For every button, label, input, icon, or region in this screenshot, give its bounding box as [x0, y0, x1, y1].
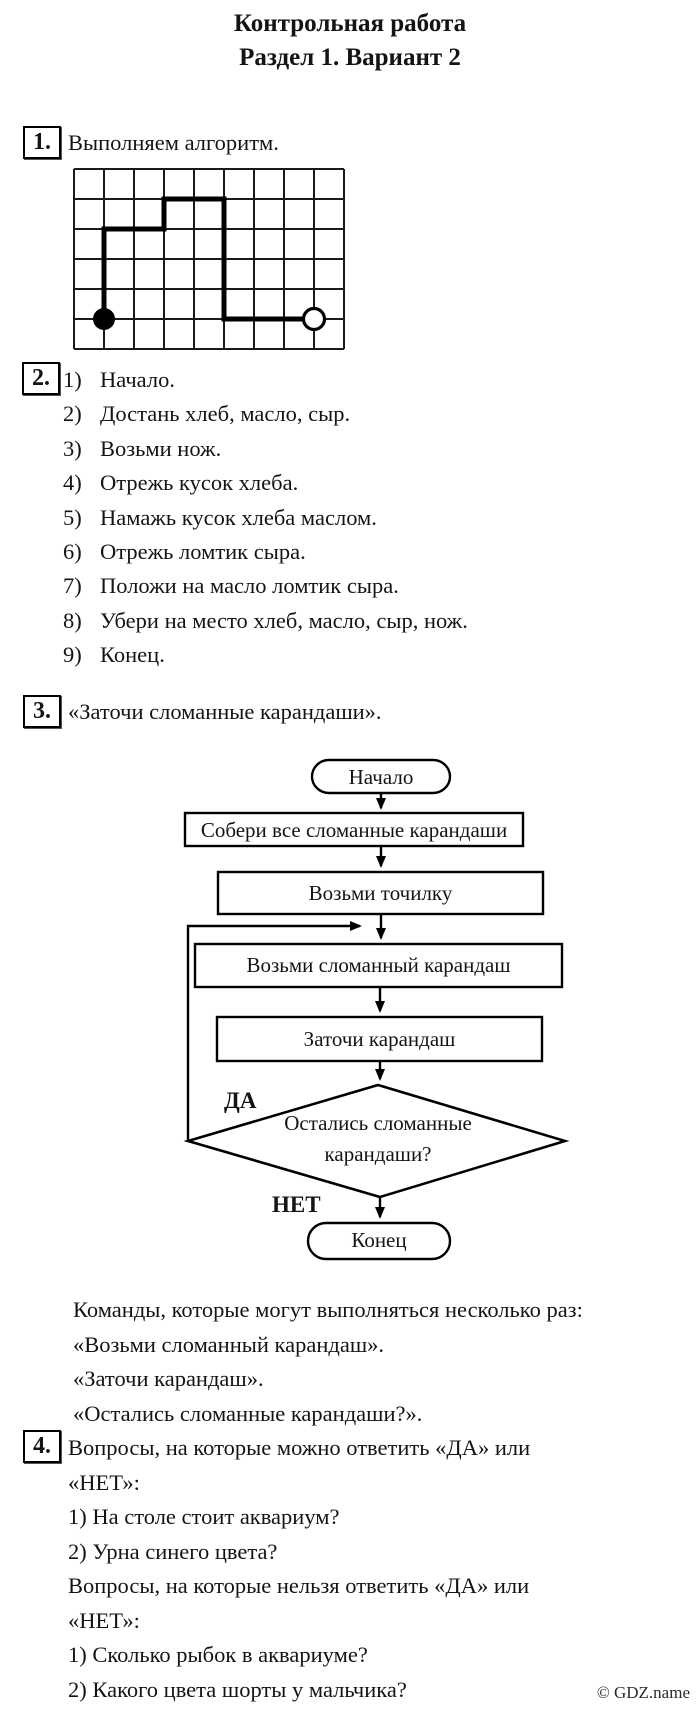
task4-line: 2) Урна синего цвета?: [68, 1538, 278, 1564]
step-number: 6): [63, 539, 82, 565]
step-number: 3): [63, 435, 82, 461]
step-text: Убери на место хлеб, масло, сыр, нож.: [100, 607, 468, 633]
task3-notes: [73, 1293, 583, 1431]
task1-number-box: 1.: [23, 126, 61, 159]
note-line: Команды, которые могут выполняться несколько раз:: [73, 1297, 583, 1322]
list-item: [63, 638, 468, 672]
path-end-marker: [304, 309, 325, 330]
note-line: «Возьми сломанный карандаш».: [73, 1331, 385, 1357]
flowchart-step4-label: Заточи карандаш: [303, 1027, 456, 1051]
task2-number-box: 2.: [22, 362, 60, 395]
step-number: 5): [63, 504, 82, 530]
flowchart-step3-label: Возьми сломанный карандаш: [246, 953, 511, 977]
page-title: Контрольная работа: [233, 10, 467, 37]
list-item: [63, 501, 468, 535]
task4-line: Вопросы, на которые нельзя ответить «ДА» или: [68, 1573, 530, 1598]
decision-label-line1: Остались сломанные: [284, 1111, 472, 1135]
list-item: [63, 535, 468, 569]
flowchart-no-label: НЕТ: [272, 1192, 321, 1217]
flowchart-step1-label: Собери все сломанные карандаши: [200, 818, 508, 842]
task3-prompt: «Заточи сломанные карандаши».: [68, 699, 382, 724]
flowchart-step2-label: Возьми точилку: [308, 881, 453, 905]
flowchart-yes-label: ДА: [224, 1088, 257, 1113]
step-text: Намажь кусок хлеба маслом.: [100, 504, 377, 530]
task4-line: 1) На столе стоит аквариум?: [68, 1504, 340, 1529]
step-number: 8): [63, 607, 82, 633]
step-number: 9): [63, 642, 82, 668]
list-item: [63, 432, 468, 466]
step-text: Достань хлеб, масло, сыр.: [100, 401, 351, 427]
task4-line: «НЕТ»:: [68, 1469, 140, 1495]
task4-line: «НЕТ»:: [68, 1607, 140, 1633]
step-number: 4): [63, 470, 82, 496]
flowchart-decision-label: [228, 1108, 528, 1170]
flowchart-start-label: Начало: [348, 765, 414, 789]
path-start-marker: [93, 308, 115, 330]
flowchart-end-label: Конец: [351, 1228, 407, 1252]
note-line: «Остались сломанные карандаши?».: [73, 1400, 423, 1426]
task4-text-block: [68, 1431, 530, 1707]
step-text: Отрежь ломтик сыра.: [100, 539, 306, 565]
task4-line: Вопросы, на которые можно ответить «ДА» или: [68, 1435, 531, 1460]
task1-prompt: Выполняем алгоритм.: [68, 130, 279, 155]
step-text: Отрежь кусок хлеба.: [100, 470, 299, 496]
task4-line: 2) Какого цвета шорты у мальчика?: [68, 1676, 407, 1702]
task2-step-list: [63, 363, 468, 673]
watermark: © GDZ.name: [596, 1683, 690, 1702]
step-text: Конец.: [100, 642, 165, 668]
step-number: 2): [63, 401, 82, 427]
step-text: Возьми нож.: [100, 435, 222, 461]
task4-number-box: 4.: [23, 1430, 61, 1463]
task3-number-box: 3.: [23, 695, 61, 728]
step-number: 1): [63, 367, 82, 392]
list-item: [63, 569, 468, 603]
task4-line: 1) Сколько рыбок в аквариуме?: [68, 1642, 368, 1667]
list-item: [63, 363, 468, 397]
algorithm-grid-figure: [66, 161, 358, 363]
list-item: [63, 397, 468, 431]
list-item: [63, 466, 468, 500]
note-line: «Заточи карандаш».: [73, 1366, 264, 1391]
step-text: Положи на масло ломтик сыра.: [100, 573, 399, 599]
list-item: [63, 604, 468, 638]
decision-label-line2: карандаши?: [324, 1142, 432, 1166]
page-subtitle: Раздел 1. Вариант 2: [239, 44, 461, 71]
step-number: 7): [63, 573, 82, 599]
step-text: Начало.: [100, 367, 175, 392]
